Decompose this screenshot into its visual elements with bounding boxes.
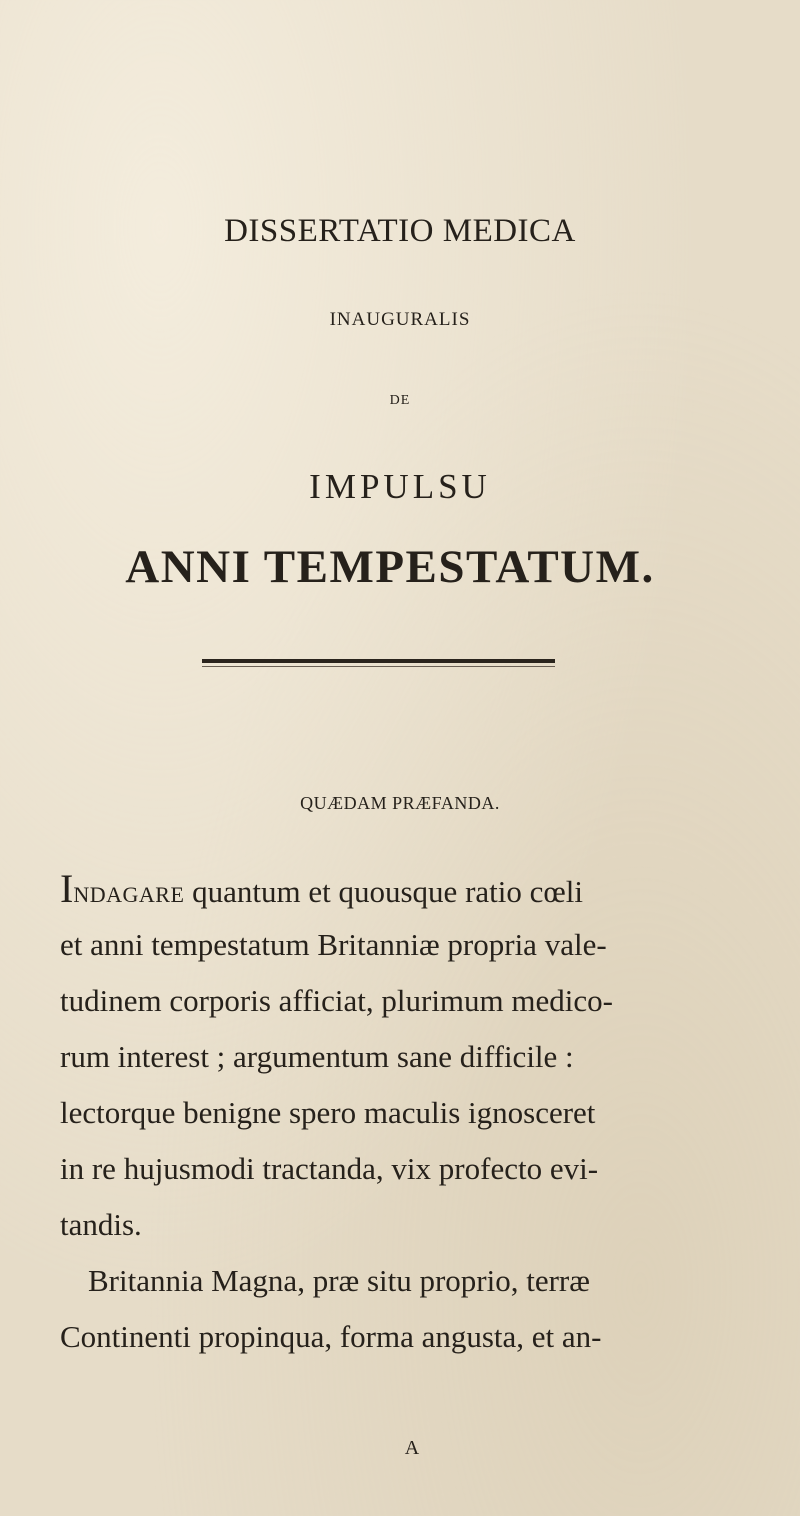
paragraph1-line4: rum interest ; argumentum sane difficile : — [60, 1039, 574, 1074]
title-rule-thin — [202, 666, 555, 667]
title-anni-tempestatum: ANNI TEMPESTATUM. — [125, 541, 655, 593]
paragraph1-line7: tandis. — [60, 1207, 142, 1242]
paragraph2-line1: Britannia Magna, præ situ proprio, terræ — [88, 1263, 590, 1298]
section-heading: QUÆDAM PRÆFANDA. — [300, 793, 500, 813]
first-word-smallcaps: ndagare — [73, 874, 185, 909]
paragraph1-line5: lectorque benigne spero maculis ignosceret — [60, 1095, 596, 1130]
title-dissertatio-medica: DISSERTATIO MEDICA — [224, 213, 576, 249]
title-de: DE — [389, 393, 411, 408]
title-impulsu: IMPULSU — [309, 467, 491, 506]
title-inauguralis: INAUGURALIS — [329, 309, 471, 330]
paragraph1-line2: et anni tempestatum Britanniæ propria vale- — [60, 927, 607, 962]
signature-mark: A — [404, 1437, 420, 1459]
paragraph1-line1-rest: quantum et quousque ratio cœli — [184, 874, 584, 909]
paragraph1-line3: tudinem corporis afficiat, plurimum medico- — [60, 983, 613, 1018]
paragraph1-line6: in re hujusmodi tractanda, vix profecto evi- — [60, 1151, 599, 1186]
paragraph2-line2: Continenti propinqua, forma angusta, et an- — [60, 1319, 602, 1354]
drop-cap: I — [60, 866, 74, 911]
body-text — [60, 861, 760, 1365]
title-rule-thick — [202, 659, 555, 663]
paragraph1-line1 — [60, 861, 760, 917]
